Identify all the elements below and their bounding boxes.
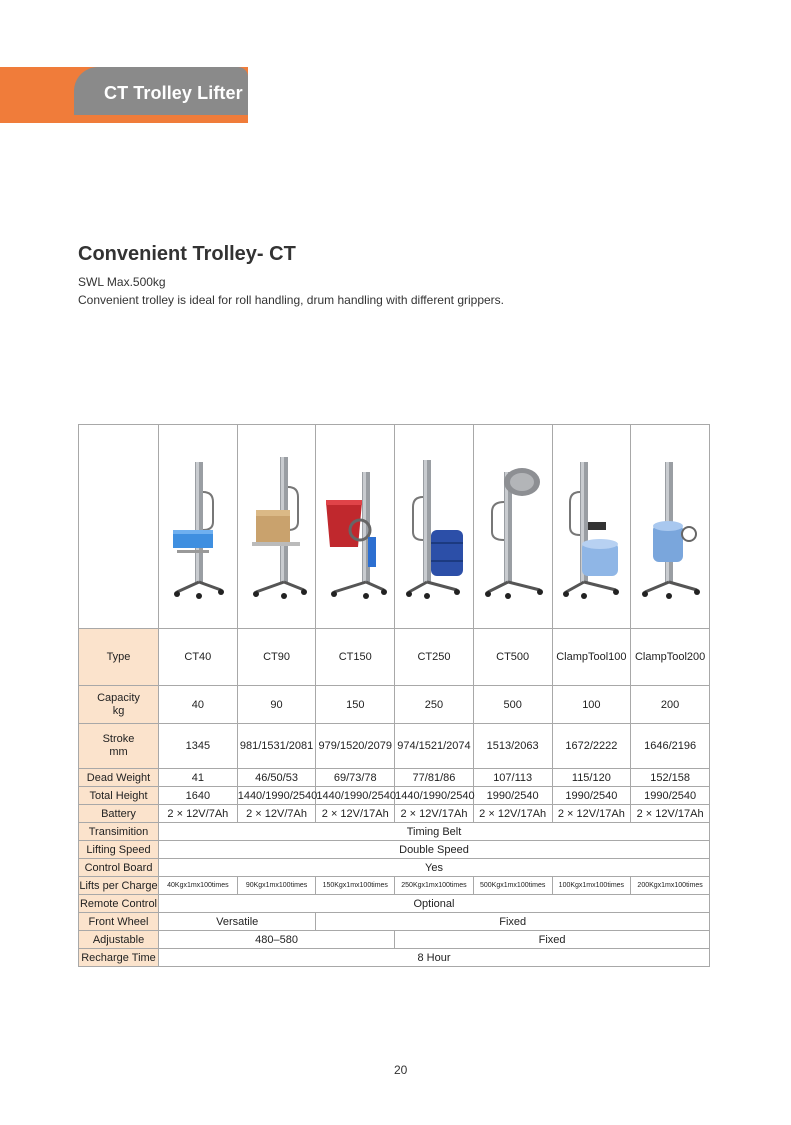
- cell: 200: [631, 686, 710, 724]
- header-accent-notch: [0, 67, 74, 115]
- row-label: [79, 686, 159, 724]
- row-label: Front Wheel: [79, 913, 159, 931]
- product-image-ct40: [159, 425, 238, 629]
- row-label: Dead Weight: [79, 769, 159, 787]
- page-description: Convenient trolley is ideal for roll handling, drum handling with different grippers.: [78, 293, 505, 307]
- image-row: [79, 425, 710, 629]
- row-label: Transimition: [79, 823, 159, 841]
- page-subtitle: SWL Max.500kg: [78, 275, 166, 289]
- cell: ClampTool100: [552, 629, 631, 686]
- page-title: Convenient Trolley- CT: [78, 243, 296, 265]
- row-battery: [79, 805, 710, 823]
- spec-table: [78, 424, 710, 967]
- cell: 115/120: [552, 769, 631, 787]
- cell: 1672/2222: [552, 724, 631, 769]
- product-image-ct90: [237, 425, 316, 629]
- row-lifting-speed: [79, 841, 710, 859]
- cell: 480–580: [159, 931, 395, 949]
- row-label: Lifting Speed: [79, 841, 159, 859]
- cell: Double Speed: [159, 841, 710, 859]
- cell: 1990/2540: [552, 787, 631, 805]
- row-label-line1: Capacity: [97, 691, 140, 704]
- header-accent-line: [0, 115, 248, 123]
- cell: 40: [159, 686, 238, 724]
- lifter-roll-crank-icon: [635, 452, 705, 602]
- cell: Fixed: [395, 931, 710, 949]
- cell: 41: [159, 769, 238, 787]
- row-label: Remote Control: [79, 895, 159, 913]
- row-label: [79, 724, 159, 769]
- lifter-drum-icon: [399, 452, 469, 602]
- cell: 2 × 12V/7Ah: [237, 805, 316, 823]
- cell: 152/158: [631, 769, 710, 787]
- cell: 46/50/53: [237, 769, 316, 787]
- cell: Optional: [159, 895, 710, 913]
- row-transmission: [79, 823, 710, 841]
- lifter-roll-icon: [556, 452, 626, 602]
- cell: 250Kgx1mx100times: [395, 877, 474, 895]
- cell: 979/1520/2079: [316, 724, 395, 769]
- cell: 90: [237, 686, 316, 724]
- lifter-crate-icon: [163, 452, 233, 602]
- row-type: [79, 629, 710, 686]
- cell: 200Kgx1mx100times: [631, 877, 710, 895]
- row-lifts-per-charge: [79, 877, 710, 895]
- cell: 981/1531/2081: [237, 724, 316, 769]
- row-dead-weight: [79, 769, 710, 787]
- cell: 2 × 12V/17Ah: [552, 805, 631, 823]
- row-label-line2: kg: [112, 704, 125, 717]
- row-remote-control: [79, 895, 710, 913]
- cell: 1513/2063: [473, 724, 552, 769]
- cell: CT150: [316, 629, 395, 686]
- page-number: 20: [394, 1063, 408, 1077]
- cell: 2 × 12V/17Ah: [395, 805, 474, 823]
- cell: CT90: [237, 629, 316, 686]
- cell: 1640: [159, 787, 238, 805]
- cell: 1440/1990/2540: [316, 787, 395, 805]
- cell: 150Kgx1mx100times: [316, 877, 395, 895]
- lifter-bucket-icon: [320, 452, 390, 602]
- row-label: Battery: [79, 805, 159, 823]
- empty-corner-cell: [79, 425, 159, 629]
- section-title: CT Trolley Lifter: [104, 83, 243, 103]
- cell: 2 × 12V/17Ah: [473, 805, 552, 823]
- lifter-box-icon: [242, 452, 312, 602]
- cell: 8 Hour: [159, 949, 710, 967]
- row-label-line1: Stroke: [102, 733, 135, 745]
- cell: 2 × 12V/17Ah: [631, 805, 710, 823]
- product-image-clamptool200: [631, 425, 710, 629]
- row-capacity: [79, 686, 710, 724]
- row-label: Lifts per Charge: [79, 877, 159, 895]
- cell: 69/73/78: [316, 769, 395, 787]
- cell: Fixed: [316, 913, 710, 931]
- cell: CT40: [159, 629, 238, 686]
- cell: 100: [552, 686, 631, 724]
- cell: 1440/1990/2540: [395, 787, 474, 805]
- cell: Timing Belt: [159, 823, 710, 841]
- cell: 90Kgx1mx100times: [237, 877, 316, 895]
- row-front-wheel: [79, 913, 710, 931]
- cell: Yes: [159, 859, 710, 877]
- row-adjustable: [79, 931, 710, 949]
- row-label: Recharge Time: [79, 949, 159, 967]
- row-control-board: [79, 859, 710, 877]
- lifter-tilted-drum-icon: [478, 452, 548, 602]
- cell: 250: [395, 686, 474, 724]
- cell: 500: [473, 686, 552, 724]
- cell: 1646/2196: [631, 724, 710, 769]
- cell: 150: [316, 686, 395, 724]
- cell: 974/1521/2074: [395, 724, 474, 769]
- cell: 107/113: [473, 769, 552, 787]
- cell: 2 × 12V/17Ah: [316, 805, 395, 823]
- row-label: Type: [79, 629, 159, 686]
- product-image-ct150: [316, 425, 395, 629]
- row-label: Control Board: [79, 859, 159, 877]
- row-label: Adjustable: [79, 931, 159, 949]
- row-total-height: [79, 787, 710, 805]
- row-recharge-time: [79, 949, 710, 967]
- cell: 1990/2540: [631, 787, 710, 805]
- cell: CT250: [395, 629, 474, 686]
- cell: 1345: [159, 724, 238, 769]
- row-label-line2: mm: [109, 746, 128, 758]
- cell: 100Kgx1mx100times: [552, 877, 631, 895]
- product-image-clamptool100: [552, 425, 631, 629]
- row-label: Total Height: [79, 787, 159, 805]
- cell: Versatile: [159, 913, 316, 931]
- cell: 77/81/86: [395, 769, 474, 787]
- cell: CT500: [473, 629, 552, 686]
- cell: ClampTool200: [631, 629, 710, 686]
- row-stroke: [79, 724, 710, 769]
- cell: 500Kgx1mx100times: [473, 877, 552, 895]
- product-image-ct250: [395, 425, 474, 629]
- cell: 1440/1990/2540: [237, 787, 316, 805]
- product-image-ct500: [473, 425, 552, 629]
- cell: 40Kgx1mx100times: [159, 877, 238, 895]
- cell: 1990/2540: [473, 787, 552, 805]
- cell: 2 × 12V/7Ah: [159, 805, 238, 823]
